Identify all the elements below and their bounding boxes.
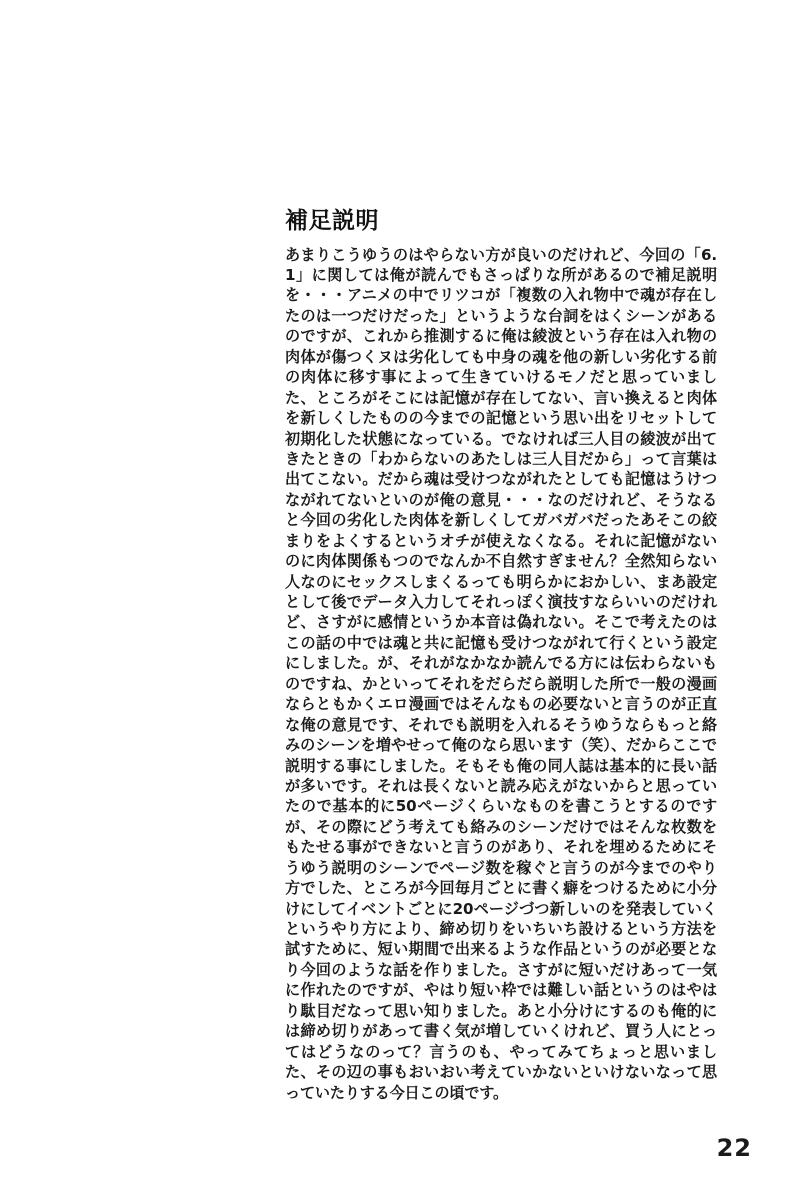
text-column <box>285 208 717 1103</box>
page-title: 補足説明 <box>285 208 379 234</box>
body-text: あまりこうゆうのはやらない方が良いのだけれど、今回の「6.1」に関しては俺が読んでもさっぱりな所があるので補足説明を・・・アニメの中でリツコが「複数の入れ物中で魂が存在したのは一つだけだった」というような台詞をはくシーンがあるのですが、これから推測するに俺は綾波という存在は入れ物の肉体が傷つくヌは劣化しても中身の魂を他の新しい劣化する前の肉体に移す事によって生きていけるモノだと思っていました、ところがそこには記憶が存在してない、言い換えると肉体を新しくしたものの今までの記憶という思い出をリセットして初期化した状態になっている。でなければ三人目の綾波が出てきたときの「わからないのあたしは三人目だから」って言葉は出てこない。だから魂は受けつながれたとしても記憶はうけつながれてないといのが俺の意見・・・なのだけれど、そうなると今回の劣化した肉体を新しくしてガバガバだったあそこの絞まりをよくするというオチが使えなくなる。それに記憶がないのに肉体関係もつのでなんか不自然すぎません？全然知らない人なのにセックスしまくるっても明らかにおかしい、まあ設定として後でデータ入力してそれっぽく演技すならいいのだけれど、さすがに感情というか本音は偽れない。そこで考えたのはこの話の中では魂と共に記憶も受けつながれて行くという設定にしました。が、それがなかなか読んでる方には伝わらないものですね、かといってそれをだらだら説明した所で一般の漫画ならともかくエロ漫画ではそんなもの必要ないと言うのが正直な俺の意見です、それでも説明を入れるそうゆうならもっと絡みのシーンを増やせって俺のなら思います（笑）、だからここで説明する事にしました。そもそも俺の同人誌は基本的に長い話が多いです。それは長くないと読み応えがないからと思っていたので基本的に50ページくらいなものを書こうとするのですが、その際にどう考えても絡みのシーンだけではそんな枚数をもたせる事ができないと言うのがあり、それを埋めるためにそうゆう説明のシーンでページ数を稼ぐと言うのが今までのやり方でした、ところが今回毎月ごとに書く癖をつけるために小分けにしてイベントごとに20ページづつ新しいのを発表していくというやり方により、締め切りをいちいち設けるという方法を試すために、短い期間で出来るような作品というのが必要となり今回のような話を作りました。さすがに短いだけあって一気に作れたのですが、やはり短い枠では難しい話というのはやはり駄目だなって思い知りました。あと小分けにするのも俺的には締め切りがあって書く気が増していくけれど、買う人にとってはどうなのって？言うのも、やってみてちょっと思いました、その辺の事もおいおい考えていかないといけないなって思っていたりする今日この頃です。 <box>285 245 717 1102</box>
page-number: 22 <box>716 1134 752 1162</box>
